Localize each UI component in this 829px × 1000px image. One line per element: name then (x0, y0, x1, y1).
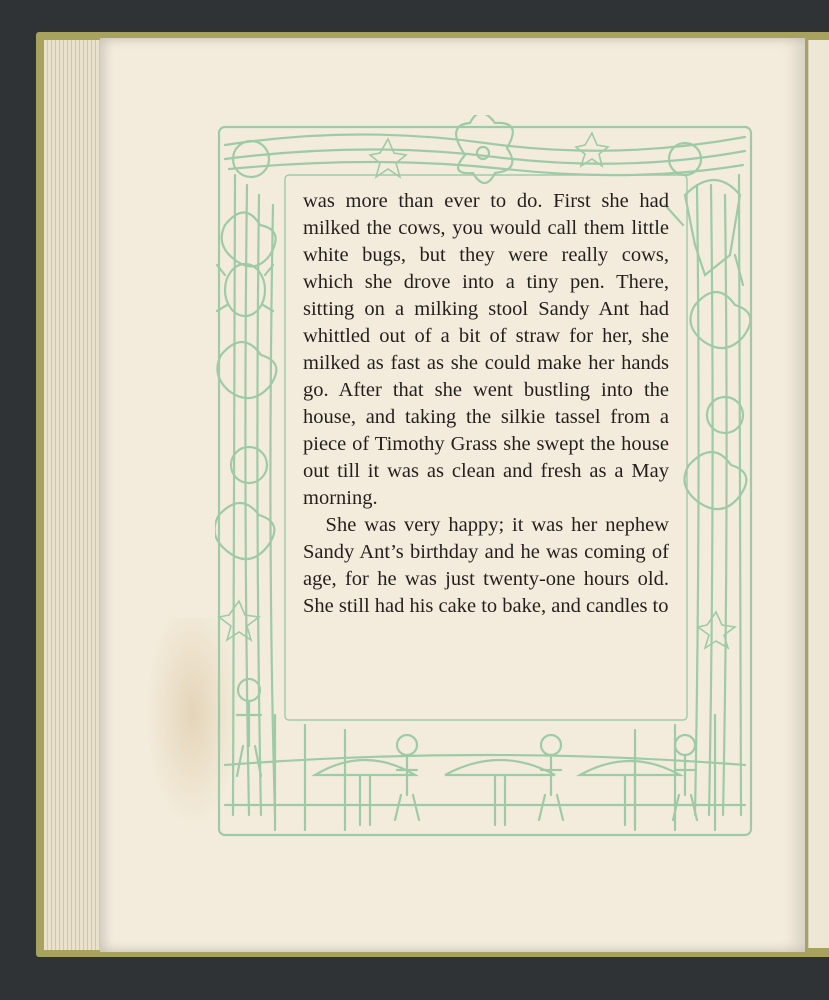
paragraph-1: was more than ever to do. First she had milked the cows, you would call them little white bugs, but they were really cows, which she drove into a tiny pen. There, sitting on a milking stool Sandy Ant had whittled out of a bit of straw for her, she milked as fast as she could make her hands go. After that she went bustling into the house, and taking the silkie tassel from a piece of Timothy Grass she swept the house out till it was as clean and fresh as a May morning. (303, 190, 669, 509)
page-text (303, 188, 669, 620)
paragraph-2: She was very happy; it was her nephew Sandy Ant’s birthday and he was coming of age, for he was just twenty-one hours old. She still had his cake to bake, and candles to (303, 514, 669, 617)
facing-page-edge (808, 40, 829, 948)
